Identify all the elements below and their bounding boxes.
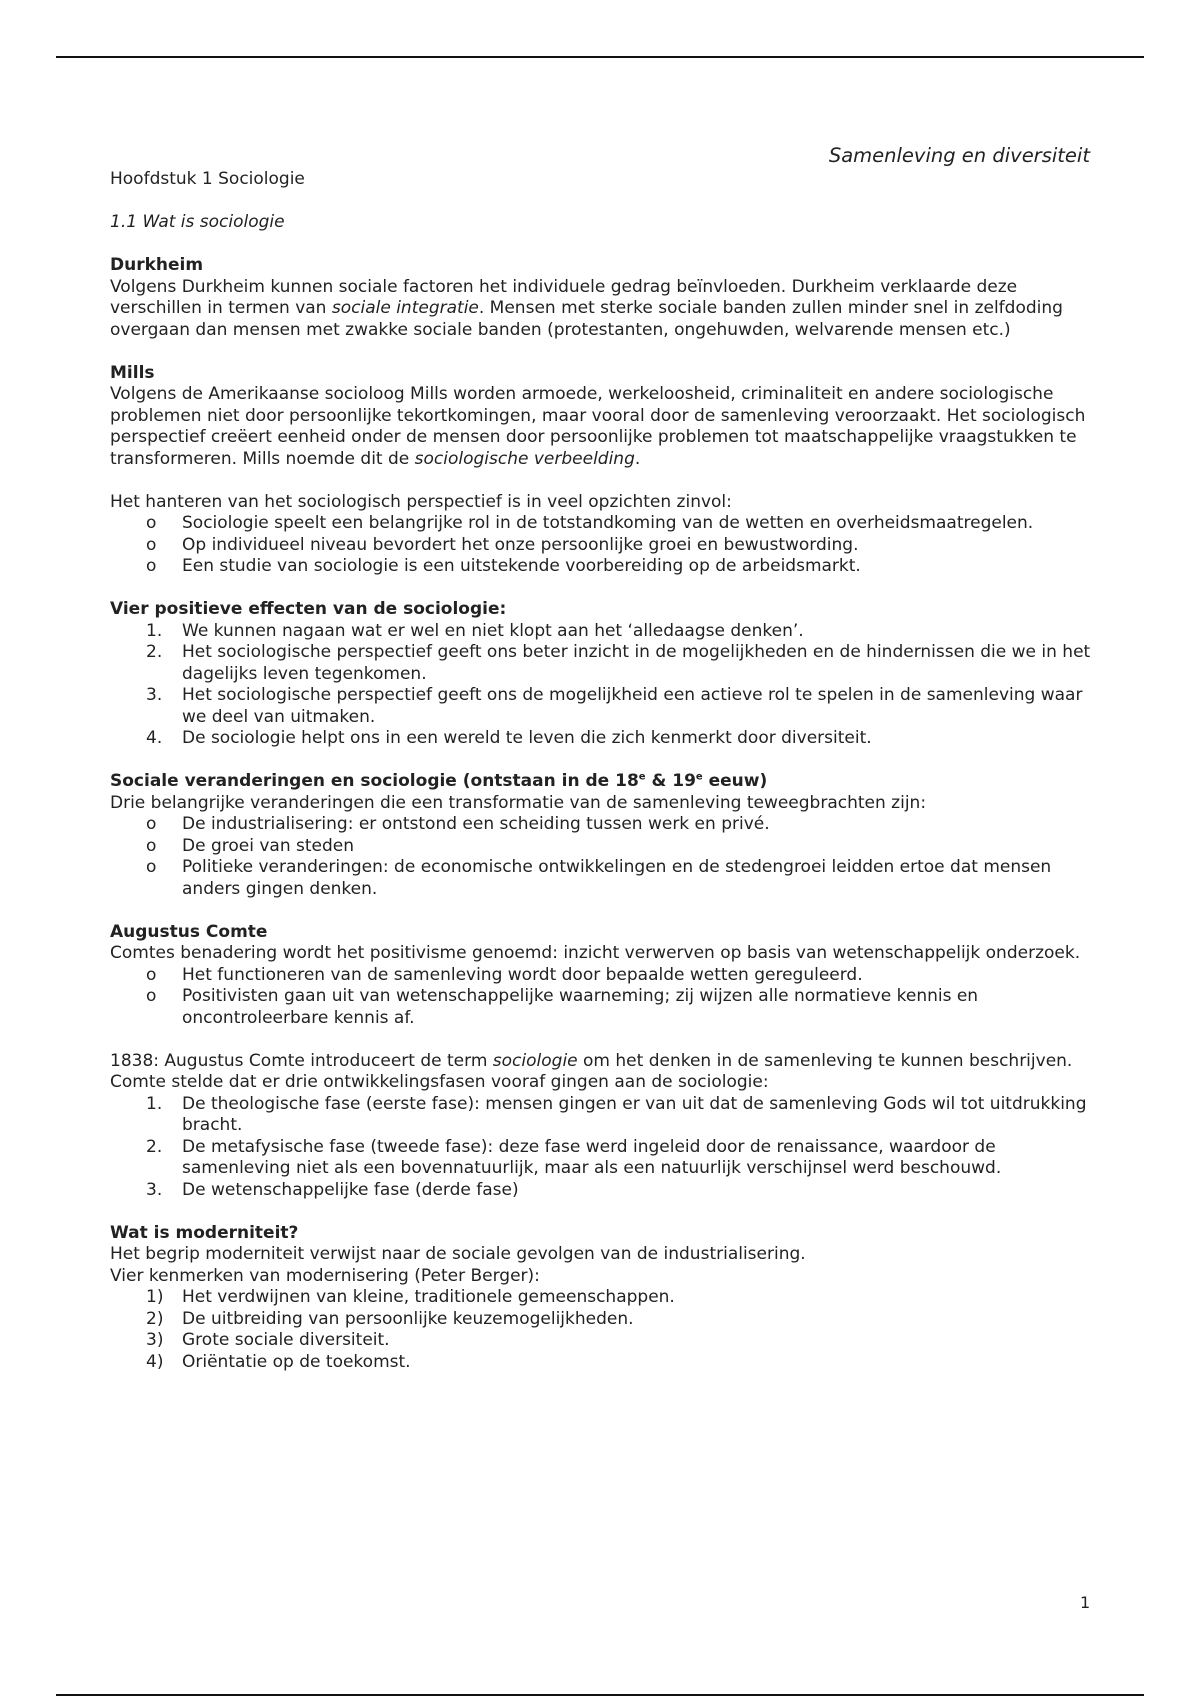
list-item-text: We kunnen nagaan wat er wel en niet klopt aan het ‘alledaagse denken’.	[182, 620, 804, 641]
bottom-rule	[56, 1694, 1144, 1696]
list-item-text: De uitbreiding van persoonlijke keuzemogelijkheden.	[182, 1308, 634, 1329]
perspectief-intro: Het hanteren van het sociologisch perspectief is in veel opzichten zinvol:	[110, 491, 732, 512]
running-header: Samenleving en diversiteit	[828, 144, 1090, 167]
durkheim-text-b: . Mensen met sterke sociale banden zullen minder snel in zelfdoding overgaan dan mensen met zwakke sociale banden (protestanten, ongehuwden, welvarende mensen etc.)	[110, 298, 1063, 340]
mills-text-a: Volgens de Amerikaanse socioloog Mills worden armoede, werkeloosheid, criminaliteit en andere sociologische problemen niet door persoonlijke tekortkomingen, maar vooral door de samenleving veroorzaakt. Het sociologisch perspectief creëert eenheid onder de mensen door persoonlijke problemen tot maatschappelijke vraagstukken te transformeren. Mills noemde dit de	[110, 384, 1086, 469]
list-item	[110, 1137, 1100, 1180]
list-marker: 1)	[146, 1287, 164, 1307]
list-marker: 2)	[146, 1308, 164, 1329]
list-item-text: De wetenschappelijke fase (derde fase)	[182, 1179, 519, 1200]
list-marker: 1.	[146, 620, 163, 641]
effecten-list	[110, 621, 1100, 750]
durkheim-heading: Durkheim	[110, 255, 204, 275]
effecten-heading: Vier positieve effecten van de sociologie:	[110, 599, 507, 619]
fasen-intro: Comte stelde dat er drie ontwikkelingsfasen vooraf gingen aan de sociologie:	[110, 1072, 769, 1092]
comte-1838-paragraph	[110, 1051, 1100, 1073]
list-item	[110, 1094, 1100, 1137]
text-part: om het denken in de samenleving te kunnen beschrijven.	[577, 1050, 1073, 1071]
list-marker: 3)	[146, 1330, 164, 1350]
list-item	[110, 1180, 1100, 1202]
mills-paragraph	[110, 384, 1100, 470]
moderniteit-list	[110, 1287, 1100, 1373]
moderniteit-text-1: Het begrip moderniteit verwijst naar de sociale gevolgen van de industrialisering.	[110, 1244, 806, 1264]
durkheim-text-a: Volgens Durkheim kunnen sociale factoren het individuele gedrag beïnvloeden. Durkheim verklaarde deze verschillen in termen van	[110, 276, 1018, 318]
list-marker: 4.	[146, 728, 163, 748]
comte-list	[110, 965, 1100, 1030]
moderniteit-heading: Wat is moderniteit?	[110, 1222, 299, 1243]
page-body	[110, 169, 1100, 1373]
list-item	[110, 1330, 1100, 1352]
list-item: o De groei van steden	[110, 836, 1100, 858]
perspectief-list	[110, 513, 1100, 578]
list-item: o Op individueel niveau bevordert het onze persoonlijke groei en bewustwording.	[110, 535, 1100, 557]
list-item: o Het functioneren van de samenleving wordt door bepaalde wetten gereguleerd.	[110, 965, 1100, 987]
list-marker: 2.	[146, 1136, 163, 1157]
superscript: e	[638, 771, 646, 783]
list-marker: 3.	[146, 685, 163, 705]
list-item-text: Oriëntatie op de toekomst.	[182, 1351, 411, 1372]
list-item	[110, 728, 1100, 750]
list-item-text: Grote sociale diversiteit.	[182, 1330, 390, 1350]
list-marker: 2.	[146, 642, 163, 662]
text-part: 1838: Augustus Comte introduceert de term	[110, 1050, 493, 1071]
fasen-list	[110, 1094, 1100, 1202]
section-title: 1.1 Wat is sociologie	[110, 212, 285, 232]
top-rule	[56, 56, 1144, 58]
list-item: o Politieke veranderingen: de economische ontwikkelingen en de stedengroei leidden ertoe dat mensen anders gingen denken.	[110, 857, 1100, 900]
list-item: o Positivisten gaan uit van wetenschappelijke waarneming; zij wijzen alle normatieve kennis en oncontroleerbare kennis af.	[110, 986, 1100, 1029]
mills-term: sociologische verbeelding	[414, 448, 635, 469]
mills-heading: Mills	[110, 362, 155, 383]
durkheim-paragraph	[110, 277, 1100, 342]
list-item	[110, 1309, 1100, 1331]
list-marker: 1.	[146, 1093, 163, 1114]
list-item-text: De sociologie helpt ons in een wereld te leven die zich kenmerkt door diversiteit.	[182, 728, 872, 748]
list-item	[110, 1352, 1100, 1374]
superscript: e	[695, 771, 703, 783]
mills-text-b: .	[634, 448, 641, 469]
list-item-text: De theologische fase (eerste fase): mensen gingen er van uit dat de samenleving Gods wil tot uitdrukking bracht.	[182, 1093, 1087, 1135]
durkheim-term: sociale integratie	[331, 298, 479, 318]
heading-part: & 19	[645, 771, 696, 791]
veranderingen-list	[110, 814, 1100, 900]
heading-part: eeuw)	[702, 771, 768, 791]
list-item-text: Het verdwijnen van kleine, traditionele gemeenschappen.	[182, 1287, 675, 1307]
list-item: o De industrialisering: er ontstond een scheiding tussen werk en privé.	[110, 814, 1100, 836]
list-item-text: Het sociologische perspectief geeft ons beter inzicht in de mogelijkheden en de hindernissen die we in het dagelijks leven tegenkomen.	[182, 642, 1091, 684]
comte-intro: Comtes benadering wordt het positivisme genoemd: inzicht verwerven op basis van wetenschappelijk onderzoek.	[110, 943, 1081, 963]
term: sociologie	[492, 1050, 578, 1071]
page-number: 1	[1080, 1593, 1091, 1612]
list-item	[110, 642, 1100, 685]
list-item	[110, 621, 1100, 643]
list-item-text: Het sociologische perspectief geeft ons de mogelijkheid een actieve rol te spelen in de samenleving waar we deel van uitmaken.	[182, 685, 1083, 727]
list-item: o Sociologie speelt een belangrijke rol in de totstandkoming van de wetten en overheidsmaatregelen.	[110, 513, 1100, 535]
list-item	[110, 685, 1100, 728]
list-item-text: De metafysische fase (tweede fase): deze fase werd ingeleid door de renaissance, waardoor de samenleving niet als een bovennatuurlijk, maar als een natuurlijk verschijnsel werd beschouwd.	[182, 1136, 1002, 1178]
list-marker: 4)	[146, 1351, 164, 1372]
heading-part: Sociale veranderingen en sociologie (ontstaan in de 18	[110, 771, 639, 791]
list-item	[110, 1287, 1100, 1309]
veranderingen-intro: Drie belangrijke veranderingen die een transformatie van de samenleving teweegbrachten zijn:	[110, 792, 927, 813]
chapter-title: Hoofdstuk 1 Sociologie	[110, 169, 305, 189]
veranderingen-heading	[110, 771, 1100, 793]
list-marker: 3.	[146, 1179, 163, 1200]
moderniteit-text-2: Vier kenmerken van modernisering (Peter Berger):	[110, 1265, 540, 1286]
comte-heading: Augustus Comte	[110, 921, 268, 942]
list-item: o Een studie van sociologie is een uitstekende voorbereiding op de arbeidsmarkt.	[110, 556, 1100, 578]
